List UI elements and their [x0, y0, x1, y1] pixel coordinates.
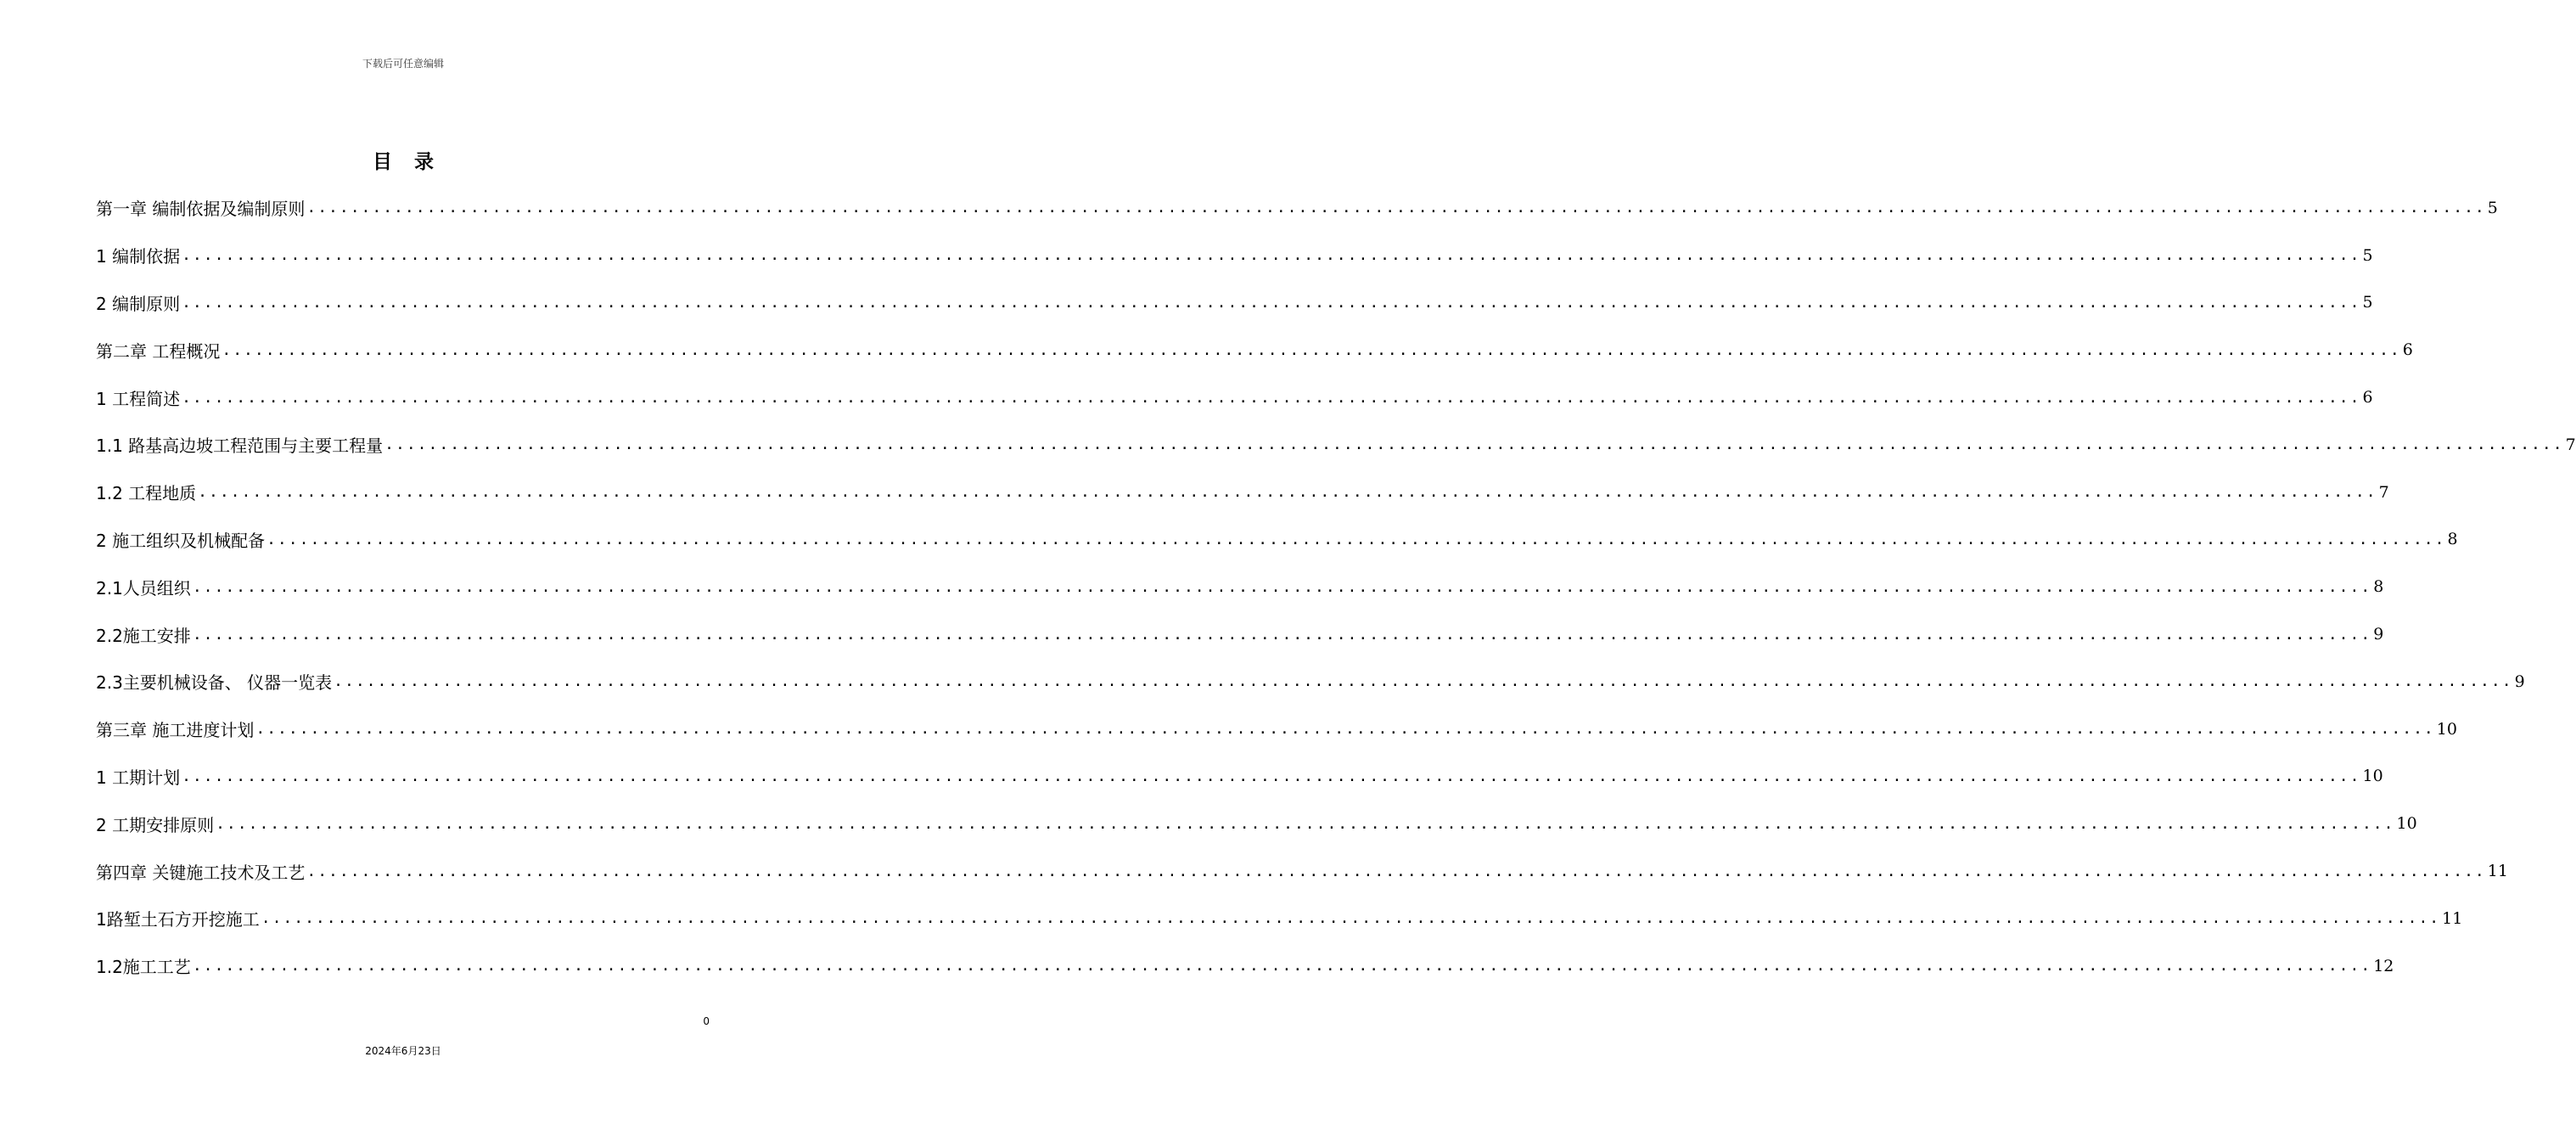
toc-entry[interactable] — [96, 374, 2373, 421]
toc-entry[interactable] — [96, 942, 2394, 990]
toc-entry-page: 7 — [2378, 482, 2389, 502]
toc-leader-dots: ........................................................................................................................................................................................................ — [255, 720, 2435, 739]
toc-entry-label: 2 编制原则 — [96, 293, 181, 314]
toc-entry[interactable] — [96, 847, 2508, 895]
toc-entry-page: 5 — [2362, 245, 2373, 265]
toc-entry[interactable] — [96, 184, 2498, 232]
toc-leader-dots: ........................................................................................................................................................................................................ — [182, 767, 2361, 785]
toc-entry-label: 1.1 路基高边坡工程范围与主要工程量 — [96, 436, 384, 457]
toc-entry-page: 12 — [2373, 956, 2394, 975]
toc-leader-dots: ........................................................................................................................................................................................................ — [306, 199, 2486, 217]
toc-entry[interactable] — [96, 895, 2463, 942]
toc-entry-page: 6 — [2402, 340, 2413, 360]
toc-entry-label: 第三章 施工进度计划 — [96, 720, 255, 741]
footer-date: 2024年6月23日 — [365, 1045, 441, 1057]
toc-entry-page: 10 — [2396, 814, 2417, 834]
toc-entry[interactable] — [96, 469, 2389, 516]
toc-entry-page: 11 — [2442, 908, 2463, 928]
toc-entry-label: 1 编制依据 — [96, 246, 181, 267]
toc-entry-page: 11 — [2487, 862, 2508, 881]
table-of-contents — [96, 184, 2576, 990]
toc-entry-label: 2.2施工安排 — [96, 625, 191, 646]
toc-entry-page: 10 — [2436, 719, 2457, 739]
toc-entry-page: 9 — [2373, 625, 2384, 644]
toc-entry[interactable] — [96, 421, 2576, 469]
toc-entry-label: 1 工程简述 — [96, 388, 181, 409]
toc-entry[interactable] — [96, 610, 2384, 658]
toc-entry[interactable] — [96, 800, 2417, 847]
toc-entry-label: 2 工期安排原则 — [96, 814, 215, 835]
toc-entry-page: 7 — [2565, 435, 2576, 454]
toc-entry[interactable] — [96, 326, 2413, 374]
toc-leader-dots: ........................................................................................................................................................................................................ — [192, 625, 2372, 644]
toc-entry-label: 1.2 工程地质 — [96, 483, 197, 504]
toc-entry-label: 第一章 编制依据及编制原则 — [96, 199, 306, 220]
toc-entry-page: 9 — [2514, 672, 2525, 691]
page-number: 0 — [703, 1015, 710, 1027]
toc-entry[interactable] — [96, 563, 2384, 610]
toc-leader-dots: ........................................................................................................................................................................................................ — [182, 388, 2361, 407]
toc-leader-dots: ........................................................................................................................................................................................................ — [222, 340, 2401, 359]
toc-entry-label: 第二章 工程概况 — [96, 340, 221, 362]
toc-leader-dots: ........................................................................................................................................................................................................ — [261, 909, 2441, 928]
toc-entry-page: 6 — [2362, 388, 2373, 408]
toc-leader-dots: ........................................................................................................................................................................................................ — [182, 293, 2361, 312]
toc-entry[interactable] — [96, 753, 2383, 801]
toc-entry[interactable] — [96, 232, 2373, 279]
toc-leader-dots: ........................................................................................................................................................................................................ — [182, 246, 2361, 265]
toc-leader-dots: ........................................................................................................................................................................................................ — [267, 530, 2446, 548]
toc-entry-label: 2.1人员组织 — [96, 577, 191, 599]
toc-entry-label: 1 工期计划 — [96, 767, 181, 788]
toc-entry[interactable] — [96, 516, 2458, 564]
toc-leader-dots: ........................................................................................................................................................................................................ — [384, 436, 2564, 454]
toc-leader-dots: ........................................................................................................................................................................................................ — [198, 483, 2377, 502]
toc-leader-dots: ........................................................................................................................................................................................................ — [192, 957, 2372, 975]
toc-entry-page: 5 — [2487, 198, 2498, 217]
toc-leader-dots: ........................................................................................................................................................................................................ — [334, 672, 2513, 691]
toc-leader-dots: ........................................................................................................................................................................................................ — [192, 577, 2372, 596]
toc-entry[interactable] — [96, 705, 2457, 753]
header-note: 下载后可任意编辑 — [362, 58, 444, 70]
toc-title: 目录 — [373, 151, 456, 173]
toc-leader-dots: ........................................................................................................................................................................................................ — [216, 814, 2395, 833]
toc-entry[interactable] — [96, 279, 2373, 327]
toc-entry-label: 2.3主要机械设备、 仪器一览表 — [96, 672, 333, 694]
toc-entry-page: 5 — [2362, 293, 2373, 312]
toc-entry-label: 1路堑土石方开挖施工 — [96, 909, 260, 930]
toc-entry-page: 8 — [2373, 577, 2384, 597]
toc-leader-dots: ........................................................................................................................................................................................................ — [306, 862, 2486, 880]
toc-entry-page: 8 — [2447, 530, 2458, 549]
toc-entry-page: 10 — [2362, 767, 2383, 786]
toc-entry-label: 第四章 关键施工技术及工艺 — [96, 862, 306, 883]
toc-entry-label: 1.2施工工艺 — [96, 957, 191, 978]
toc-entry[interactable] — [96, 658, 2525, 705]
toc-entry-label: 2 施工组织及机械配备 — [96, 530, 266, 551]
